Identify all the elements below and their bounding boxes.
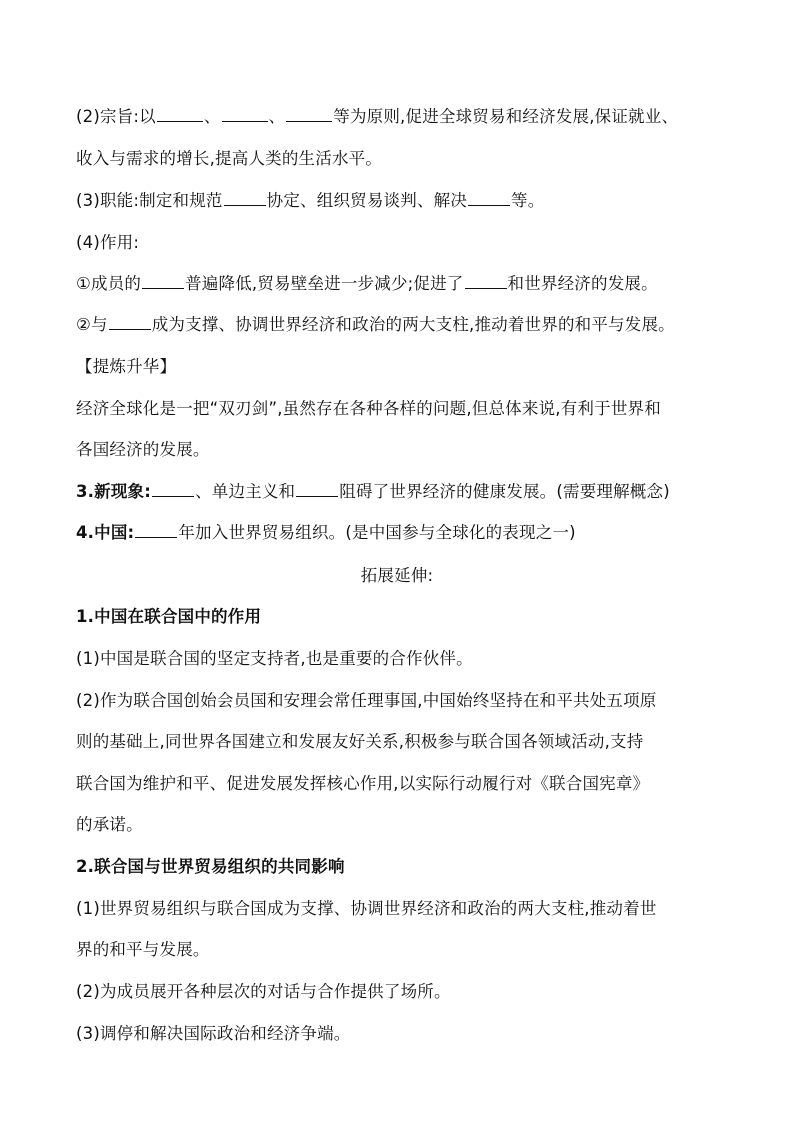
- separator: 、: [268, 107, 286, 126]
- blank-item4-1[interactable]: [135, 522, 177, 538]
- item-3-label: 3.新现象:: [76, 482, 152, 501]
- item-3-line: [76, 481, 670, 503]
- extension-section-2-p2: (2)为成员展开各种层次的对话与合作提供了场所。: [76, 982, 451, 1001]
- function-mid: 协定、组织贸易谈判、解决: [266, 191, 468, 210]
- item-4-line: [76, 522, 576, 544]
- role-item-1-mid: 普遍降低,贸易壁垒进一步减少;促进了: [185, 274, 464, 293]
- role-item-2: [76, 314, 675, 336]
- blank-role-3[interactable]: [109, 314, 151, 330]
- blank-function-1[interactable]: [224, 190, 266, 206]
- extension-section-1-p2-line-3: 联合国为维护和平、促进发展发挥核心作用,以实际行动履行对《联合国宪章》: [76, 774, 650, 793]
- role-item-2-rest: 成为支撑、协调世界经济和政治的两大支柱,推动着世界的和平与发展。: [151, 315, 675, 334]
- extension-section-2-p1-line-2: 界的和平与发展。: [76, 940, 210, 959]
- extension-section-1-title: 1.中国在联合国中的作用: [76, 607, 262, 626]
- purpose-line-2: 收入与需求的增长,提高人类的生活水平。: [76, 149, 383, 168]
- role-item-2-start: ②与: [76, 315, 108, 334]
- extension-section-2-p3: (3)调停和解决国际政治和经济争端。: [76, 1024, 351, 1043]
- blank-item3-2[interactable]: [296, 481, 338, 497]
- blank-purpose-1[interactable]: [157, 106, 203, 122]
- blank-purpose-2[interactable]: [222, 106, 268, 122]
- refine-line-1: 经济全球化是一把“双刃剑”,虽然存在各种各样的问题,但总体来说,有利于世界和: [76, 399, 661, 418]
- role-item-1-start: ①成员的: [76, 274, 142, 293]
- extension-section-1-p1: (1)中国是联合国的坚定支持者,也是重要的合作伙伴。: [76, 649, 473, 668]
- function-label: (3)职能:制定和规范: [76, 191, 223, 210]
- extension-section-1-p2-line-4: 的承诺。: [76, 815, 143, 834]
- extension-section-1-p2-line-2: 则的基础上,同世界各国建立和发展友好关系,积极参与联合国各领域活动,支持: [76, 732, 644, 751]
- extension-section-1-p2-line-1: (2)作为联合国创始会员国和安理会常任理事国,中国始终坚持在和平共处五项原: [76, 691, 657, 710]
- refine-heading: 【提炼升华】: [76, 357, 177, 376]
- blank-item3-1[interactable]: [152, 481, 194, 497]
- item-4-rest: 年加入世界贸易组织。(是中国参与全球化的表现之一): [178, 523, 576, 542]
- item-3-mid: 、单边主义和: [195, 482, 296, 501]
- extension-section-2-title: 2.联合国与世界贸易组织的共同影响: [76, 857, 345, 876]
- extension-heading: 拓展延伸:: [360, 566, 434, 585]
- purpose-label: (2)宗旨:以: [76, 107, 156, 126]
- role-item-1-end: 和世界经济的发展。: [507, 274, 658, 293]
- refine-line-2: 各国经济的发展。: [76, 440, 210, 459]
- purpose-rest: 等为原则,促进全球贸易和经济发展,保证就业、: [333, 107, 679, 126]
- blank-function-2[interactable]: [468, 190, 510, 206]
- separator: 、: [203, 107, 221, 126]
- role-item-1: [76, 273, 658, 295]
- extension-section-2-p1-line-1: (1)世界贸易组织与联合国成为支撑、协调世界经济和政治的两大支柱,推动着世: [76, 899, 657, 918]
- blank-purpose-3[interactable]: [286, 106, 332, 122]
- blank-role-1[interactable]: [142, 273, 184, 289]
- purpose-line-1: [76, 106, 678, 128]
- blank-role-2[interactable]: [465, 273, 507, 289]
- function-line: [76, 190, 544, 212]
- item-3-rest: 阻碍了世界经济的健康发展。(需要理解概念): [339, 482, 670, 501]
- role-title: (4)作用:: [76, 233, 140, 252]
- function-end: 等。: [511, 191, 545, 210]
- item-4-label: 4.中国:: [76, 523, 135, 542]
